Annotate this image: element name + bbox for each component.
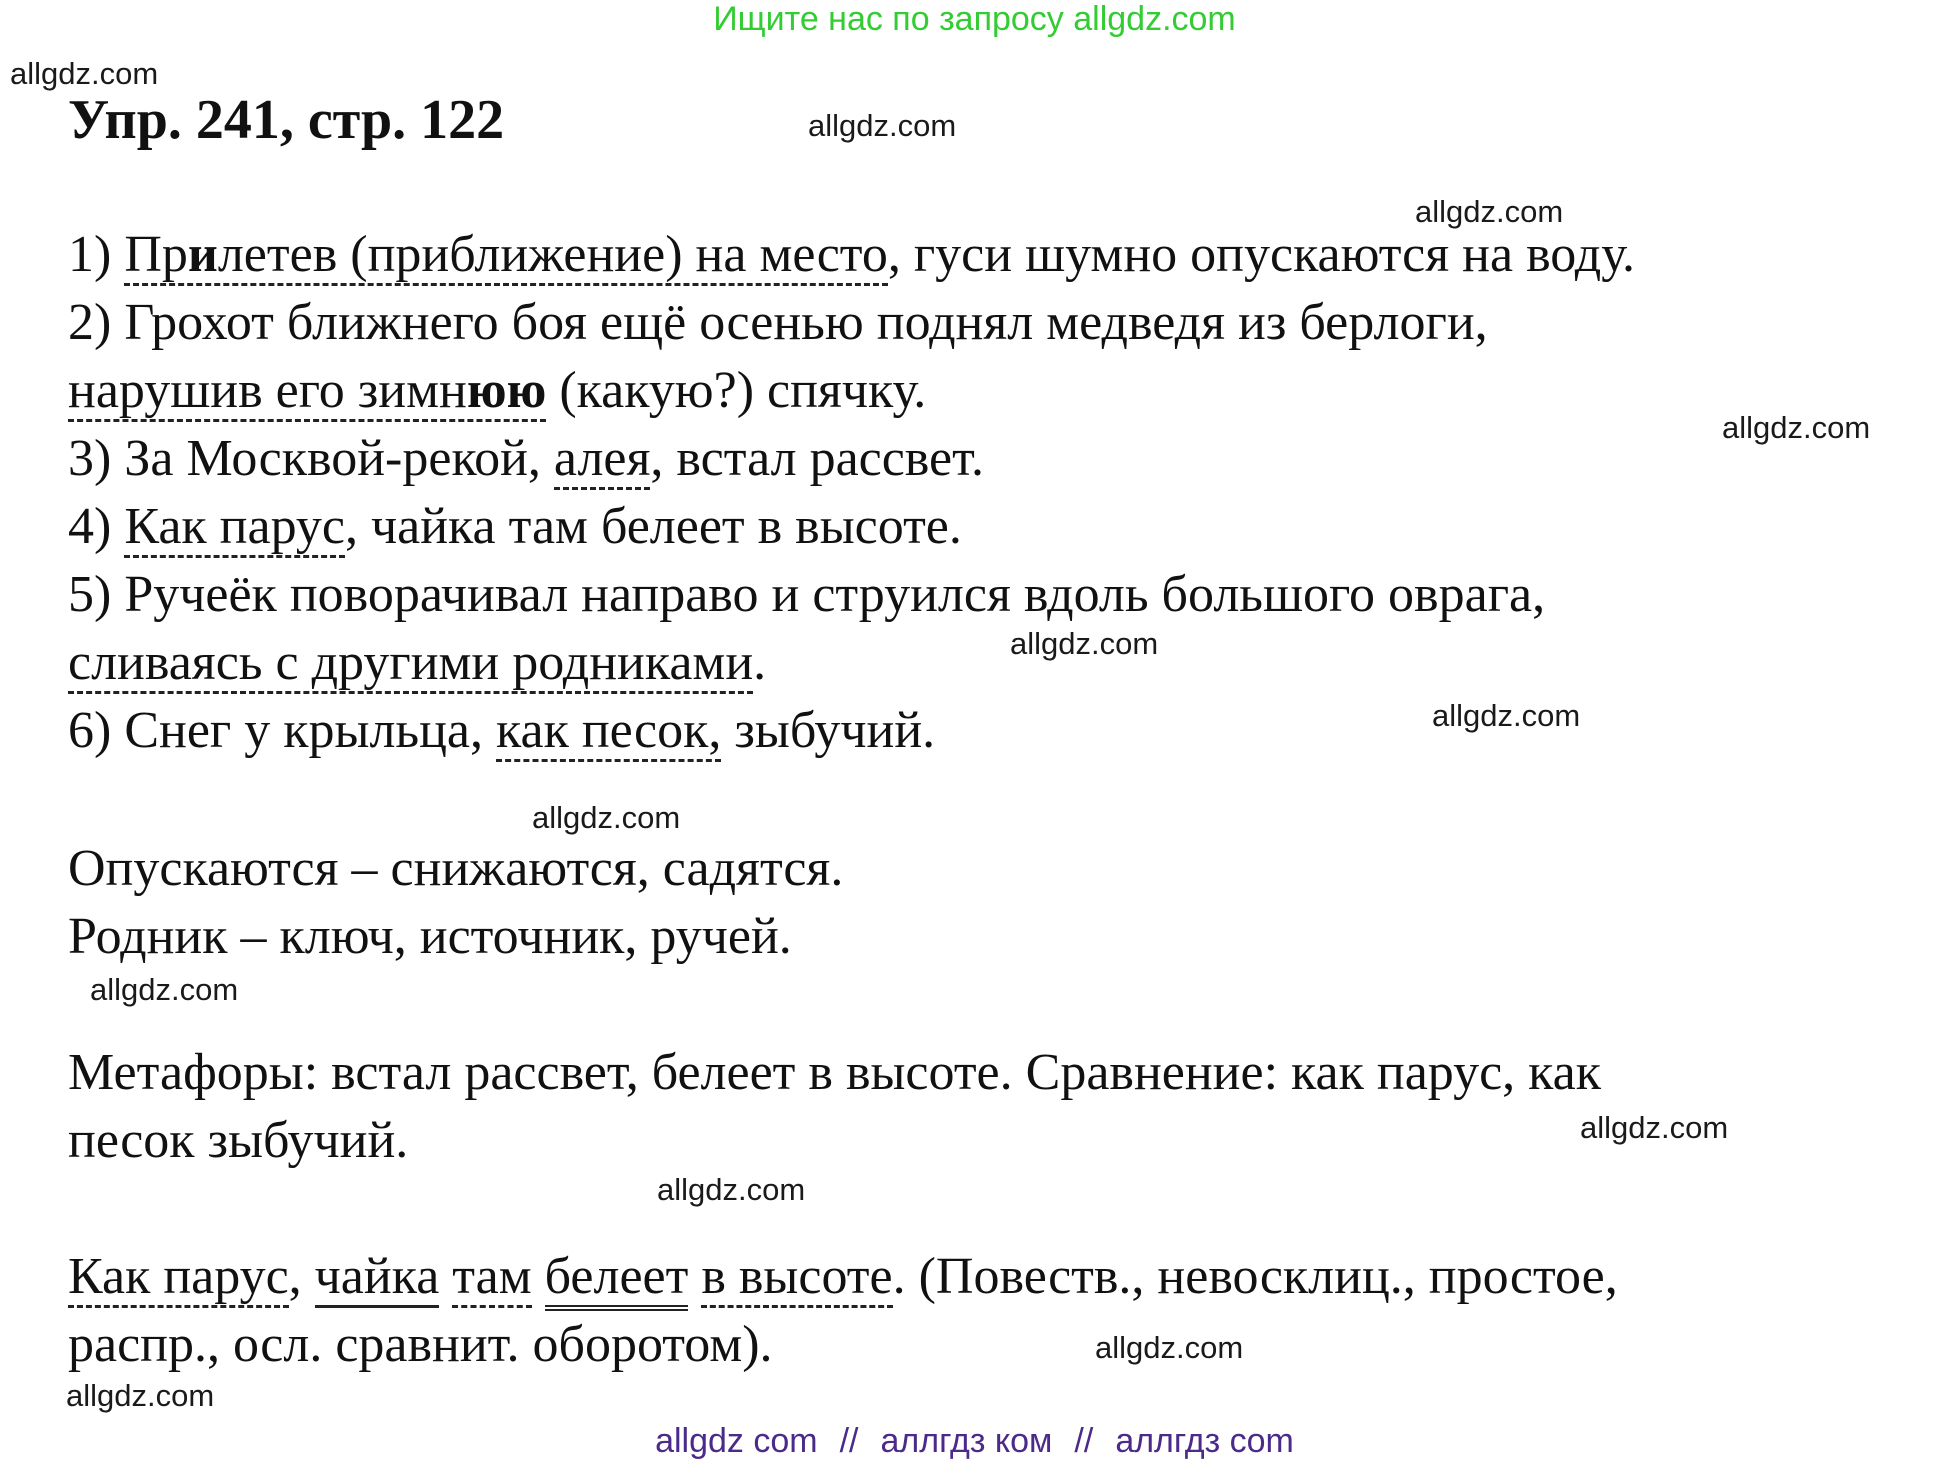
sentence-2: 2) Грохот ближнего боя ещё осенью поднял медведя из берлоги, — [68, 294, 1488, 351]
footer-link[interactable]: аллгдз com — [1115, 1422, 1294, 1460]
footer-separator: // — [839, 1422, 859, 1460]
sentence-4: 4) Как парус, чайка там белеет в высоте. — [68, 494, 962, 560]
watermark: allgdz.com — [1580, 1110, 1729, 1145]
watermark: allgdz.com — [1432, 698, 1581, 733]
adverbial-comparison: Как парус — [68, 1248, 289, 1308]
sentence-number: 1) — [68, 226, 125, 283]
synonym-line: Опускаются – снижаются, садятся. — [68, 840, 844, 897]
synonym-line: Родник – ключ, источник, ручей. — [68, 908, 792, 965]
participial-phrase: Прилетев (приближение) на место — [124, 226, 888, 286]
sentence-5: 5) Ручеёк поворачивал направо и струился вдоль большого оврага, — [68, 566, 1546, 623]
subject: чайка — [315, 1248, 440, 1308]
watermark: allgdz.com — [1095, 1330, 1244, 1365]
watermark: allgdz.com — [66, 1378, 215, 1413]
sentence-6: 6) Снег у крыльца, как песок, зыбучий. — [68, 698, 935, 764]
analysis-line: Как парус, чайка там белеет в высоте. (Повеств., невосклиц., простое, — [68, 1244, 1618, 1310]
watermark: allgdz.com — [1010, 626, 1159, 661]
analysis-line: распр., осл. сравнит. оборотом). — [68, 1316, 773, 1373]
figures-line: Метафоры: встал рассвет, белеет в высоте. Сравнение: как парус, как — [68, 1044, 1601, 1101]
footer-link[interactable]: allgdz com — [655, 1422, 818, 1460]
sentence-3: 3) За Москвой-рекой, алея, встал рассвет. — [68, 426, 984, 492]
watermark: allgdz.com — [532, 800, 681, 835]
page-title: Упр. 241, стр. 122 — [68, 89, 505, 151]
top-banner[interactable]: Ищите нас по запросу allgdz.com — [713, 0, 1236, 38]
watermark: allgdz.com — [1722, 410, 1871, 445]
footer-link[interactable]: аллгдз ком — [880, 1422, 1053, 1460]
footer-separator: // — [1074, 1422, 1094, 1460]
comparative-phrase: Как парус — [124, 498, 345, 558]
watermark: allgdz.com — [1415, 194, 1564, 229]
sentence-1: 1) Прилетев (приближение) на место, гуси шумно опускаются на воду. — [68, 222, 1635, 288]
sentence-5-cont: сливаясь с другими родниками. — [68, 630, 766, 696]
watermark: allgdz.com — [657, 1172, 806, 1207]
predicate: белеет — [545, 1248, 689, 1311]
watermark: allgdz.com — [808, 108, 957, 143]
adverbial: в высоте — [701, 1248, 892, 1308]
participial-phrase: сливаясь с другими родниками — [68, 634, 753, 694]
sentence-2-cont: нарушив его зимнюю (какую?) спячку. — [68, 358, 926, 424]
watermark: allgdz.com — [10, 56, 159, 91]
participle: алея — [554, 430, 650, 490]
comparative-phrase: как песок, — [496, 702, 721, 762]
footer — [0, 1422, 1949, 1461]
figures-line: песок зыбучий. — [68, 1112, 409, 1169]
watermark: allgdz.com — [90, 972, 239, 1007]
participial-phrase: нарушив его зимнюю — [68, 362, 546, 422]
adverbial: там — [452, 1248, 531, 1308]
